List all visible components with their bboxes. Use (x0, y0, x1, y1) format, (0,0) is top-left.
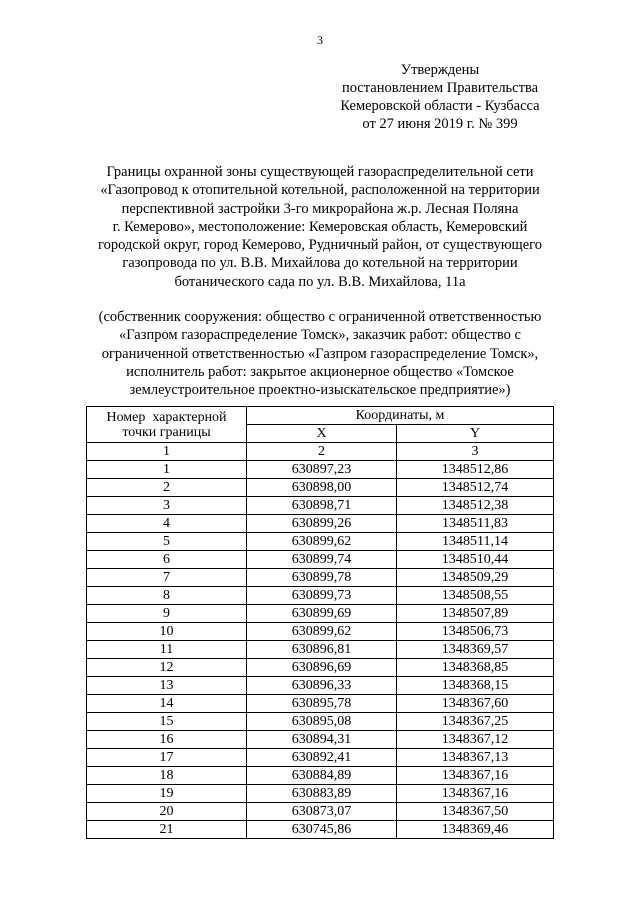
y-coordinate-cell: 1348508,55 (397, 587, 554, 605)
y-coordinate-cell: 1348367,16 (397, 785, 554, 803)
coordinates-table (86, 406, 554, 839)
point-number-cell: 6 (87, 551, 247, 569)
point-number-cell: 21 (87, 821, 247, 839)
title-line: газопровода по ул. В.В. Михайлова до котельной на территории (122, 255, 518, 272)
y-coordinate-cell: 1348368,15 (397, 677, 554, 695)
point-number-header (87, 407, 247, 443)
y-coordinate-cell: 1348510,44 (397, 551, 554, 569)
header-line: точки границы (122, 424, 211, 440)
y-coordinate-cell: 1348512,74 (397, 479, 554, 497)
approval-line: постановлением Правительства (341, 80, 539, 96)
x-coordinate-cell: 630898,71 (247, 497, 397, 515)
y-coordinate-cell: 1348511,14 (397, 533, 554, 551)
table-row (87, 749, 554, 767)
title-line: ботанического сада по ул. В.В. Михайлова, 11а (174, 273, 466, 290)
y-coordinate-cell: 1348511,83 (397, 515, 554, 533)
y-coordinate-cell: 1348367,50 (397, 803, 554, 821)
x-coordinate-cell: 630899,62 (247, 533, 397, 551)
table-row (87, 821, 554, 839)
y-coordinate-cell: 1348367,13 (397, 749, 554, 767)
point-number-cell: 1 (87, 461, 247, 479)
x-coordinate-cell: 630899,26 (247, 515, 397, 533)
approval-line: от 27 июня 2019 г. № 399 (362, 116, 518, 132)
approval-block (340, 61, 540, 133)
table-row (87, 497, 554, 515)
approval-line: Утверждены (400, 62, 480, 78)
title-line: «Газопровод к отопительной котельной, расположенной на территории (100, 182, 540, 199)
x-coordinate-cell: 630895,08 (247, 713, 397, 731)
y-coordinate-cell: 1348368,85 (397, 659, 554, 677)
table-row (87, 569, 554, 587)
approval-line: Кемеровской области - Кузбасса (340, 98, 540, 114)
title-line: г. Кемерово», местоположение: Кемеровская область, Кемеровский (112, 218, 528, 235)
coordinates-body (87, 461, 554, 839)
y-coordinate-cell: 1348506,73 (397, 623, 554, 641)
y-coordinate-cell: 1348367,16 (397, 767, 554, 785)
y-coordinate-cell: 1348367,12 (397, 731, 554, 749)
table-row (87, 677, 554, 695)
point-number-cell: 15 (87, 713, 247, 731)
page-number: 3 (317, 33, 323, 47)
y-coordinate-cell: 1348369,46 (397, 821, 554, 839)
x-coordinate-cell: 630899,73 (247, 587, 397, 605)
point-number-cell: 11 (87, 641, 247, 659)
table-row (87, 605, 554, 623)
header-line: Номер характерной (106, 409, 227, 425)
point-number-cell: 4 (87, 515, 247, 533)
title-line: перспективной застройки 3-го микрорайона ж.р. Лесная Поляна (121, 200, 519, 217)
x-coordinate-cell: 630892,41 (247, 749, 397, 767)
point-number-cell: 10 (87, 623, 247, 641)
x-header: X (247, 425, 397, 443)
y-coordinate-cell: 1348512,38 (397, 497, 554, 515)
x-coordinate-cell: 630883,89 (247, 785, 397, 803)
table-row (87, 623, 554, 641)
table-row (87, 461, 554, 479)
point-number-cell: 13 (87, 677, 247, 695)
column-number: 3 (397, 443, 554, 461)
x-coordinate-cell: 630895,78 (247, 695, 397, 713)
x-coordinate-cell: 630873,07 (247, 803, 397, 821)
owner-line: (собственник сооружения: общество с ограниченной ответственностью (98, 309, 542, 325)
table-row (87, 713, 554, 731)
document-title (80, 163, 560, 291)
column-number: 1 (87, 443, 247, 461)
x-coordinate-cell: 630899,74 (247, 551, 397, 569)
y-coordinate-cell: 1348509,29 (397, 569, 554, 587)
point-number-cell: 7 (87, 569, 247, 587)
owner-line: землеустроительное проектно-изыскательское предприятие») (129, 382, 511, 399)
x-coordinate-cell: 630894,31 (247, 731, 397, 749)
x-coordinate-cell: 630745,86 (247, 821, 397, 839)
y-coordinate-cell: 1348367,60 (397, 695, 554, 713)
table-row (87, 641, 554, 659)
y-coordinate-cell: 1348507,89 (397, 605, 554, 623)
x-coordinate-cell: 630899,78 (247, 569, 397, 587)
owner-line: ограниченной ответственностью «Газпром газораспределение Томск», (101, 345, 539, 362)
title-line: Границы охранной зоны существующей газораспределительной сети (106, 164, 534, 180)
title-line: городской округ, город Кемерово, Рудничный район, от существующего (98, 237, 542, 254)
owner-line: «Газпром газораспределение Томск», заказчик работ: общество с (119, 327, 521, 344)
x-coordinate-cell: 630899,62 (247, 623, 397, 641)
x-coordinate-cell: 630899,69 (247, 605, 397, 623)
table-row (87, 515, 554, 533)
point-number-cell: 8 (87, 587, 247, 605)
y-coordinate-cell: 1348367,25 (397, 713, 554, 731)
owner-note (80, 308, 560, 399)
table-row (87, 551, 554, 569)
column-number-row (87, 443, 554, 461)
table-row (87, 587, 554, 605)
x-coordinate-cell: 630896,81 (247, 641, 397, 659)
table-row (87, 731, 554, 749)
y-coordinate-cell: 1348369,57 (397, 641, 554, 659)
point-number-cell: 5 (87, 533, 247, 551)
point-number-cell: 12 (87, 659, 247, 677)
x-coordinate-cell: 630896,33 (247, 677, 397, 695)
point-number-cell: 20 (87, 803, 247, 821)
y-coordinate-cell: 1348512,86 (397, 461, 554, 479)
point-number-cell: 19 (87, 785, 247, 803)
table-header-row (87, 407, 554, 425)
table-row (87, 803, 554, 821)
column-number: 2 (247, 443, 397, 461)
table-row (87, 659, 554, 677)
x-coordinate-cell: 630898,00 (247, 479, 397, 497)
table-row (87, 533, 554, 551)
coordinates-header: Координаты, м (247, 407, 554, 425)
point-number-cell: 18 (87, 767, 247, 785)
point-number-cell: 3 (87, 497, 247, 515)
point-number-cell: 14 (87, 695, 247, 713)
x-coordinate-cell: 630897,23 (247, 461, 397, 479)
table-row (87, 695, 554, 713)
point-number-cell: 9 (87, 605, 247, 623)
point-number-cell: 16 (87, 731, 247, 749)
point-number-cell: 17 (87, 749, 247, 767)
table-row (87, 767, 554, 785)
table-row (87, 785, 554, 803)
x-coordinate-cell: 630884,89 (247, 767, 397, 785)
point-number-cell: 2 (87, 479, 247, 497)
x-coordinate-cell: 630896,69 (247, 659, 397, 677)
table-row (87, 479, 554, 497)
y-header: Y (397, 425, 554, 443)
owner-line: исполнитель работ: закрытое акционерное общество «Томское (126, 363, 514, 380)
